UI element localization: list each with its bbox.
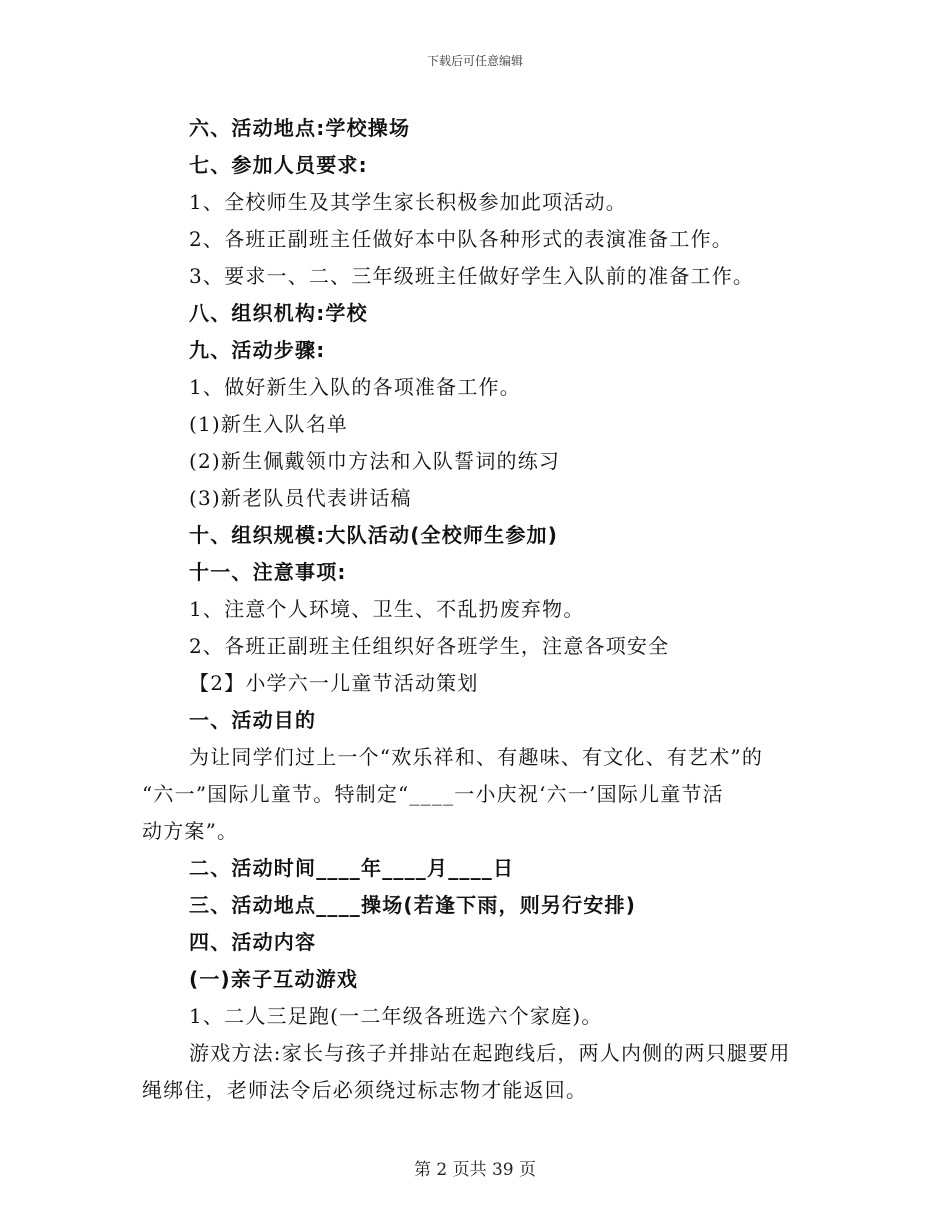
list-item: 3、要求一、二、三年级班主任做好学生入队前的准备工作。 bbox=[189, 264, 755, 288]
list-item: 1、注意个人环境、卫生、不乱扔废弃物。 bbox=[189, 597, 585, 621]
page-header: 下载后可任意编辑 bbox=[426, 54, 523, 68]
list-item: 1、全校师生及其学生家长积极参加此项活动。 bbox=[189, 190, 627, 214]
paragraph-line: 游戏方法:家长与孩子并排站在起跑线后，两人内侧的两只腿要用 bbox=[189, 1041, 791, 1065]
paragraph-line: “六一”国际儿童节。特制定“____一小庆祝‘六一’国际儿童节活 bbox=[142, 782, 724, 806]
list-item: (3)新老队员代表讲话稿 bbox=[189, 486, 412, 510]
section-heading: 十、组织规模:大队活动(全校师生参加) bbox=[189, 523, 559, 547]
list-item: 1、二人三足跑(一二年级各班选六个家庭)。 bbox=[189, 1004, 603, 1028]
list-item: (1)新生入队名单 bbox=[189, 412, 349, 436]
paragraph-line: 动方案”。 bbox=[142, 819, 239, 843]
list-item: (2)新生佩戴领巾方法和入队誓词的练习 bbox=[189, 449, 561, 473]
list-item: 2、各班正副班主任组织好各班学生，注意各项安全 bbox=[189, 634, 670, 658]
section-heading: 三、活动地点____操场(若逢下雨，则另行安排) bbox=[189, 893, 637, 917]
paragraph-line: 绳绑住，老师法令后必须绕过标志物才能返回。 bbox=[142, 1078, 588, 1102]
section-heading: 六、活动地点:学校操场 bbox=[189, 116, 411, 140]
article-title: 【2】小学六一儿童节活动策划 bbox=[189, 671, 479, 695]
section-heading: 九、活动步骤: bbox=[189, 338, 326, 362]
subsection-heading: (一)亲子互动游戏 bbox=[189, 967, 359, 991]
section-heading: 八、组织机构:学校 bbox=[189, 301, 368, 325]
section-heading: 二、活动时间____年____月____日 bbox=[189, 856, 515, 880]
section-heading: 一、活动目的 bbox=[189, 708, 317, 732]
section-heading: 七、参加人员要求: bbox=[189, 153, 368, 177]
list-item: 2、各班正副班主任做好本中队各种形式的表演准备工作。 bbox=[189, 227, 733, 251]
list-item: 1、做好新生入队的各项准备工作。 bbox=[189, 375, 521, 399]
section-heading: 四、活动内容 bbox=[189, 930, 317, 954]
document-body bbox=[142, 110, 822, 1109]
paragraph-line: 为让同学们过上一个“欢乐祥和、有趣味、有文化、有艺术”的 bbox=[189, 745, 764, 769]
page-footer: 第 2 页共 39 页 bbox=[413, 1160, 537, 1180]
section-heading: 十一、注意事项: bbox=[189, 560, 347, 584]
